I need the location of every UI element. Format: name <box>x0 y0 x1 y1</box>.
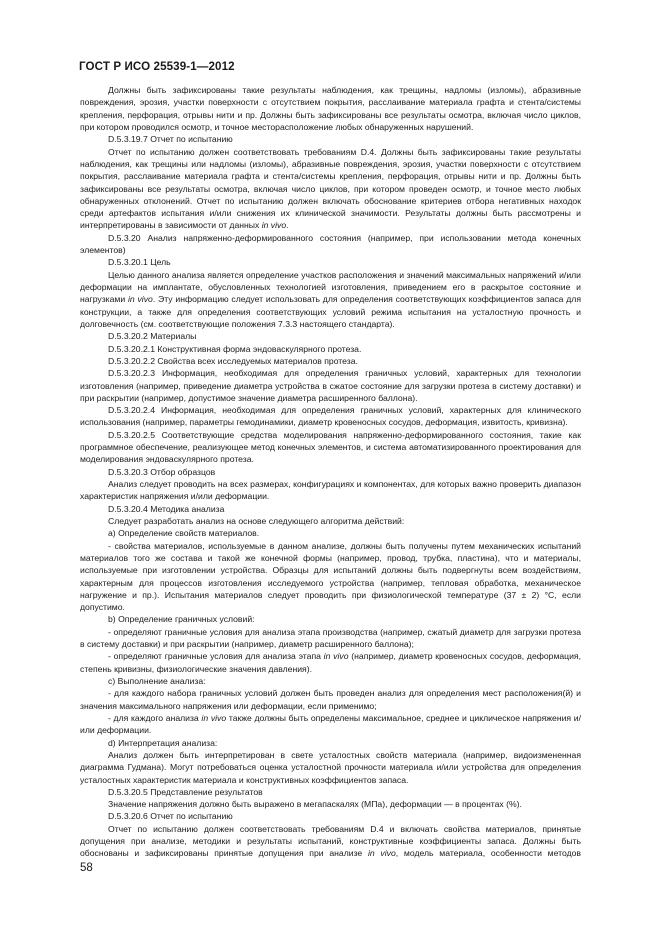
step-d-text: Анализ должен быть интерпретирован в свете усталостных свойств материала (например, видоизмененная диаграмма Гудмана). Могут потребоваться оценка усталостной прочности материала и/или устройства для определения усталостных характеристик материала и конструктивных коэффициентов запаса. <box>80 749 581 785</box>
paragraph-results-observation: Должны быть зафиксированы такие результаты наблюдения, как трещины, надломы (изломы), абразивные повреждения, эрозия, участки поверхности с отсутствием покрытия, расслаивание материала графта и стента/системы крепления, перфорация, отрывы нити и пр. Должны быть зафиксированы все результаты осмотра, включая число циклов, при котором проводился осмотр, и точное месторасположение любых обнаруженных нарушений. <box>80 85 581 132</box>
section-heading-d5320: D.5.3.20 Анализ напряженно-деформированного состояния (например, при использовании метода конечных элементов) <box>80 232 581 256</box>
paragraph-algorithm-intro: Следует разработать анализ на основе следующего алгоритма действий: <box>108 515 405 526</box>
document-header: ГОСТ Р ИСО 25539-1—2012 <box>79 60 235 73</box>
page-number: 58 <box>80 862 93 874</box>
step-b-item-1: - определяют граничные условия для анализа этапа производства (например, сжатый диаметр для загрузки протеза в систему доставки) и при раскрытии (например, диаметр расширенного баллона); <box>80 626 581 650</box>
paragraph-test-report: Отчет по испытанию должен соответствовать требованиям D.4. Должны быть зафиксированы такие результаты наблюдения, как трещины или надломы (изломы), абразивные повреждения, эрозия, участки поверхности с отсутствием покрытия, расслаивание материала графта и стента/системы крепления, перфорация, отрывы нити и пр. Должны быть зафиксированы все результаты осмотра, включая число циклов, при котором проведен осмотр, и точное место любых обнаруженных отклонений. Отчет по испытанию должен включать обоснование критериев отбора негативных находок среди артефактов испытания и/или снижения их клинической значимости. Результаты должны быть рассмотрены и интерпретированы в зависимости от данных in vivo. <box>80 146 581 231</box>
paragraph-final-report: Отчет по испытанию должен соответствовать требованиям D.4 и включать свойства материалов, принятые допущения при анализе, методики и результаты испытаний, конструктивные коэффициенты запаса. Должны быть обоснованы и зафиксированы принятые допущения при анализе in vivo, модель материала, особенности методов <box>80 823 581 859</box>
section-heading-d53206: D.5.3.20.6 Отчет по испытанию <box>108 811 233 822</box>
section-heading-d53203: D.5.3.20.3 Отбор образцов <box>108 466 216 477</box>
list-item-d532024: D.5.3.20.2.4 Информация, необходимая для определения граничных условий, характерных для клинического использования (например, параметры гемодинамики, диаметр кровеносных сосудов, деформация, извитость, кривизна). <box>80 405 581 428</box>
section-heading-d53205: D.5.3.20.5 Представление результатов <box>108 786 263 797</box>
list-item-d532022: D.5.3.20.2.2 Свойства всех исследуемых материалов протеза. <box>108 355 358 366</box>
step-d-heading: d) Интерпретация анализа: <box>108 737 218 748</box>
step-c-heading: c) Выполнение анализа: <box>108 676 206 686</box>
section-heading-d53201: D.5.3.20.1 Цель <box>108 257 171 268</box>
step-c-item-2: - для каждого анализа in vivo также должны быть определены максимальное, среднее и циклическое напряжения и/или деформации. <box>80 712 582 736</box>
step-a-heading: a) Определение свойств материалов. <box>108 528 260 539</box>
step-b-item-2: - определяют граничные условия для анализа этапа in vivo (например, диаметр кровеносных сосудов, деформация, степень кривизны, физиологические значения давления). <box>80 651 581 674</box>
section-heading-d53202: D.5.3.20.2 Материалы <box>108 331 197 342</box>
step-a-text: - свойства материалов, используемые в данном анализе, должны быть получены путем механических испытаний материалов того же состава и такой же конечной формы (например, провод, трубка, пластина), что и материалы, используемые при изготовлении устройства. Образцы для испытаний должны быть подвергнуты всем воздействиям, характерным для процессов изготовления исследуемого устройства (например, тепловая обработка, механическое нагружение и пр.). Испытания материалов следует проводить при физиологической температуре (37 ± 2) °С, если допустимо. <box>80 540 581 613</box>
paragraph-results-units: Значение напряжения должно быть выражено в мегапаскалях (МПа), деформации — в процентах (%). <box>108 799 522 810</box>
document-body <box>80 84 581 860</box>
step-c-item-1: - для каждого набора граничных условий должен быть проведен анализ для определения мест расположения(й) и значения максимального напряжения или деформации, если применимо; <box>80 688 581 711</box>
list-item-d532023: D.5.3.20.2.3 Информация, необходимая для определения граничных условий, характерных для технологии изготовления (например, приведение диаметра устройства в сжатое состояние для загрузки протеза в систему доставки) и при раскрытии (например, допустимое значение диаметра расширенного баллона). <box>80 368 581 403</box>
section-heading-d531997: D.5.3.19.7 Отчет по испытанию <box>108 134 233 145</box>
section-heading-d53204: D.5.3.20.4 Методика анализа <box>108 503 225 514</box>
list-item-d532025: D.5.3.20.2.5 Соответствующие средства моделирования напряженно-деформированного состояния, такие как программное обеспечение, реализующее метод конечных элементов, и система автоматизированного проектирования для моделирования эндоваскулярного протеза. <box>80 429 581 465</box>
list-item-d532021: D.5.3.20.2.1 Конструктивная форма эндоваскулярного протеза. <box>108 343 362 354</box>
step-b-heading: b) Определение граничных условий: <box>108 614 255 625</box>
paragraph-analysis-goal: Целью данного анализа является определение участков расположения и значений максимальных напряжений и/или деформации на имплантате, обусловленных технологией изготовления, приведением его в раскрытое состояние и нагрузками in vivo. Эту информацию следует использовать для определения соответствующих коэффициентов запаса для конструкции, а также для определения соответствующих условий режима испытания на усталостную прочность и долговечность (см. соответствующие положения 7.3.3 настоящего стандарта). <box>80 269 582 329</box>
paragraph-sampling: Анализ следует проводить на всех размерах, конфигурациях и компонентах, для которых важно проверить диапазон характеристик напряжения и/или деформации. <box>80 479 581 502</box>
